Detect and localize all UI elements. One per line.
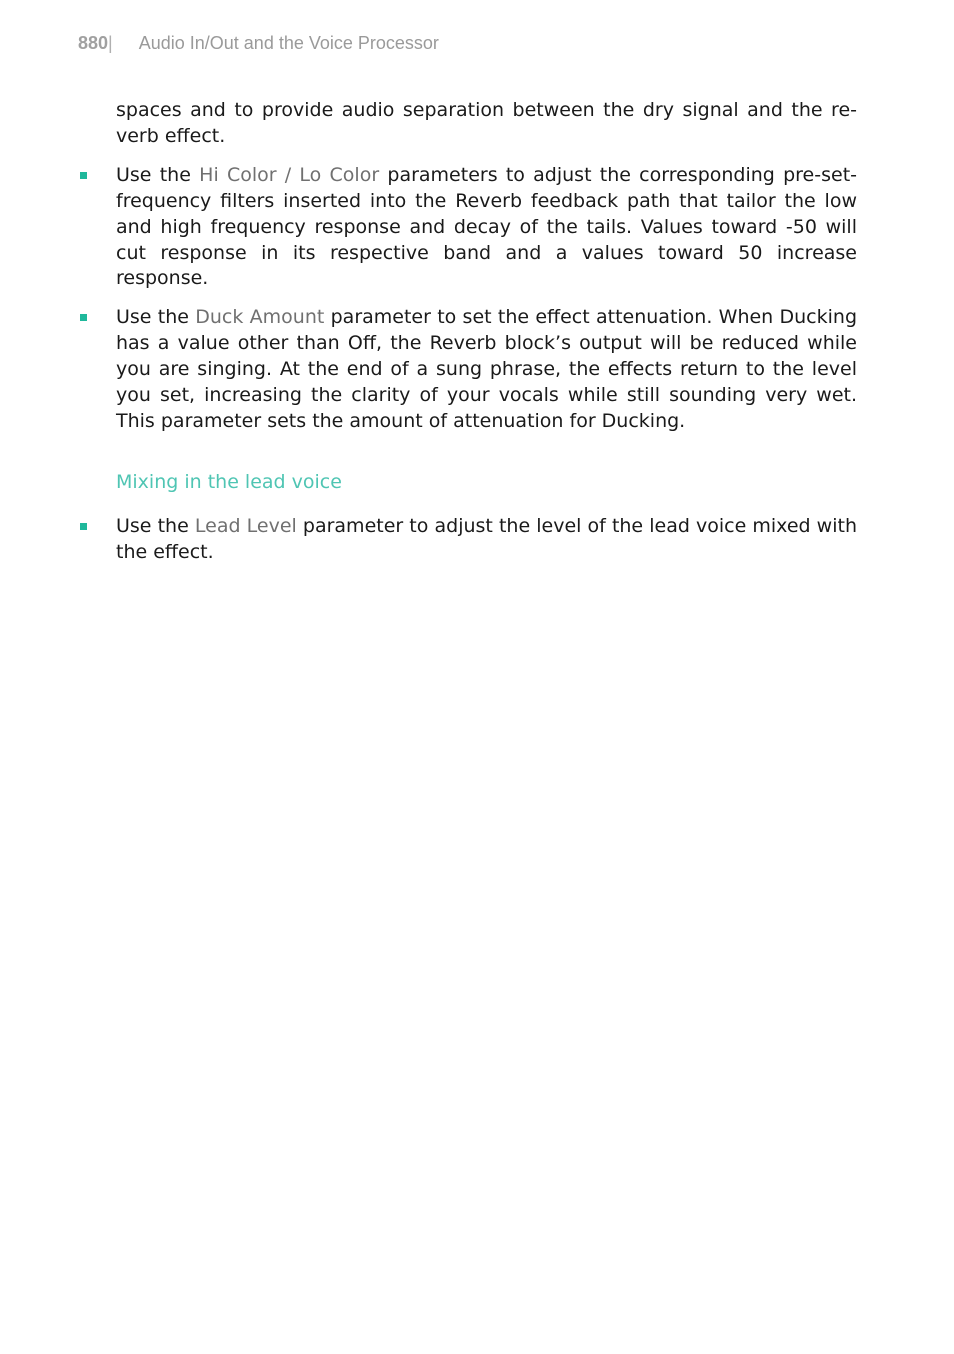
- square-bullet-icon: [80, 314, 87, 321]
- bullet-text-lead: Use the: [116, 163, 200, 186]
- list-item: [116, 514, 857, 566]
- page-number: 880: [78, 33, 109, 53]
- bullet-text-body: parameter to set the effect attenuation. When Ducking has a value other than Off, the Reverb block’s output will be reduced while you are singing. At the end of a sung phrase, the effects return to the level you set, increasing the clarity of your vocals while still sounding very wet. This parameter sets the amount of attenuation for Ducking.: [116, 306, 857, 432]
- page-header: [78, 33, 439, 54]
- square-bullet-icon: [80, 172, 87, 179]
- parameter-name: Duck Amount: [195, 306, 325, 329]
- bullet-text: [116, 163, 857, 293]
- parameter-name: Lead Level: [194, 514, 297, 537]
- section-heading: Mixing in the lead voice: [116, 470, 342, 493]
- bullet-text: [116, 305, 857, 435]
- page-content: [116, 98, 857, 566]
- header-separator: |: [108, 33, 113, 53]
- list-item: [116, 163, 857, 293]
- bullet-text-lead: Use the: [116, 514, 195, 537]
- intro-paragraph: spaces and to provide audio separation between the dry signal and the re-verb effect.: [116, 99, 857, 147]
- list-item: [116, 305, 857, 435]
- bullet-text-lead: Use the: [116, 306, 196, 329]
- bullet-text-body: parameter to adjust the level of the lead voice mixed with the effect.: [116, 514, 857, 563]
- bullet-text-body: parameters to adjust the corresponding pre-set-frequency filters inserted into the Reverb feedback path that tailor the low and high frequency response and decay of the tails. Values toward -50 will cut response in its respective band and a values toward 50 increase response.: [116, 163, 857, 290]
- square-bullet-icon: [80, 523, 87, 530]
- parameter-name: Hi Color / Lo Color: [199, 163, 380, 186]
- bullet-text: [116, 514, 857, 566]
- chapter-title: Audio In/Out and the Voice Processor: [138, 33, 439, 53]
